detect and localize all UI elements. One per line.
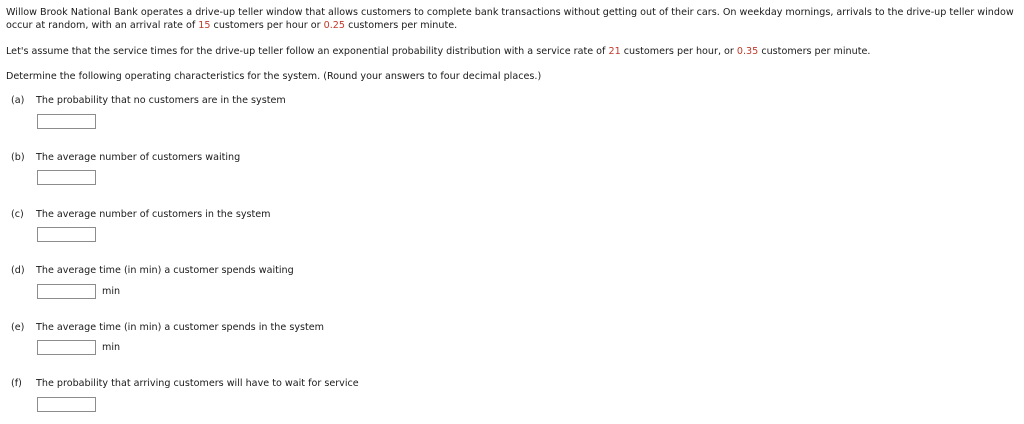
question-d bbox=[11, 264, 294, 277]
arrival-rate-hour: 15 bbox=[198, 20, 211, 31]
answer-input-a[interactable] bbox=[37, 114, 96, 129]
description-text: Willow Brook National Bank operates a drive-up teller window that allows customers to complete bank transactions without getting out of their cars. On weekday mornings, arrivals to the drive-up teller window occur at random, with an arrival rate of bbox=[6, 7, 1014, 31]
question-text: The average time (in min) a customer spends in the system bbox=[36, 322, 324, 333]
unit-label: min bbox=[102, 342, 121, 353]
question-text: The average number of customers in the system bbox=[36, 209, 271, 220]
service-rate-minute: 0.35 bbox=[736, 46, 759, 57]
question-a bbox=[11, 94, 286, 107]
question-letter: (e) bbox=[11, 322, 25, 333]
service-rate-hour: 21 bbox=[608, 46, 621, 57]
question-e bbox=[11, 321, 324, 334]
assumption-text: customers per minute. bbox=[758, 46, 871, 57]
assumption-text: customers per hour, or bbox=[620, 46, 737, 57]
question-text: The average time (in min) a customer spends waiting bbox=[36, 265, 294, 276]
description-text: customers per hour or bbox=[210, 20, 324, 31]
question-letter: (f) bbox=[11, 378, 22, 389]
question-letter: (c) bbox=[11, 209, 24, 220]
description-text: customers per minute. bbox=[345, 20, 458, 31]
assumption-text: Let's assume that the service times for the drive-up teller follow an exponential probability distribution with a service rate of bbox=[6, 46, 609, 57]
question-text: The average number of customers waiting bbox=[36, 152, 241, 163]
unit-label: min bbox=[102, 286, 121, 297]
question-b bbox=[11, 151, 240, 164]
service-assumption bbox=[6, 45, 1016, 58]
question-text: The probability that no customers are in the system bbox=[36, 95, 286, 106]
answer-input-e[interactable] bbox=[37, 340, 96, 355]
question-c bbox=[11, 208, 271, 221]
question-letter: (b) bbox=[11, 152, 25, 163]
answer-input-c[interactable] bbox=[37, 227, 96, 242]
problem-description bbox=[6, 6, 1016, 32]
instructions: Determine the following operating characteristics for the system. (Round your answers to four decimal places.) bbox=[6, 71, 542, 82]
arrival-rate-minute: 0.25 bbox=[323, 20, 346, 31]
answer-input-f[interactable] bbox=[37, 397, 96, 412]
question-letter: (a) bbox=[11, 95, 25, 106]
question-f bbox=[11, 377, 359, 390]
question-letter: (d) bbox=[11, 265, 25, 276]
question-text: The probability that arriving customers will have to wait for service bbox=[36, 378, 359, 389]
answer-input-d[interactable] bbox=[37, 284, 96, 299]
answer-input-b[interactable] bbox=[37, 170, 96, 185]
